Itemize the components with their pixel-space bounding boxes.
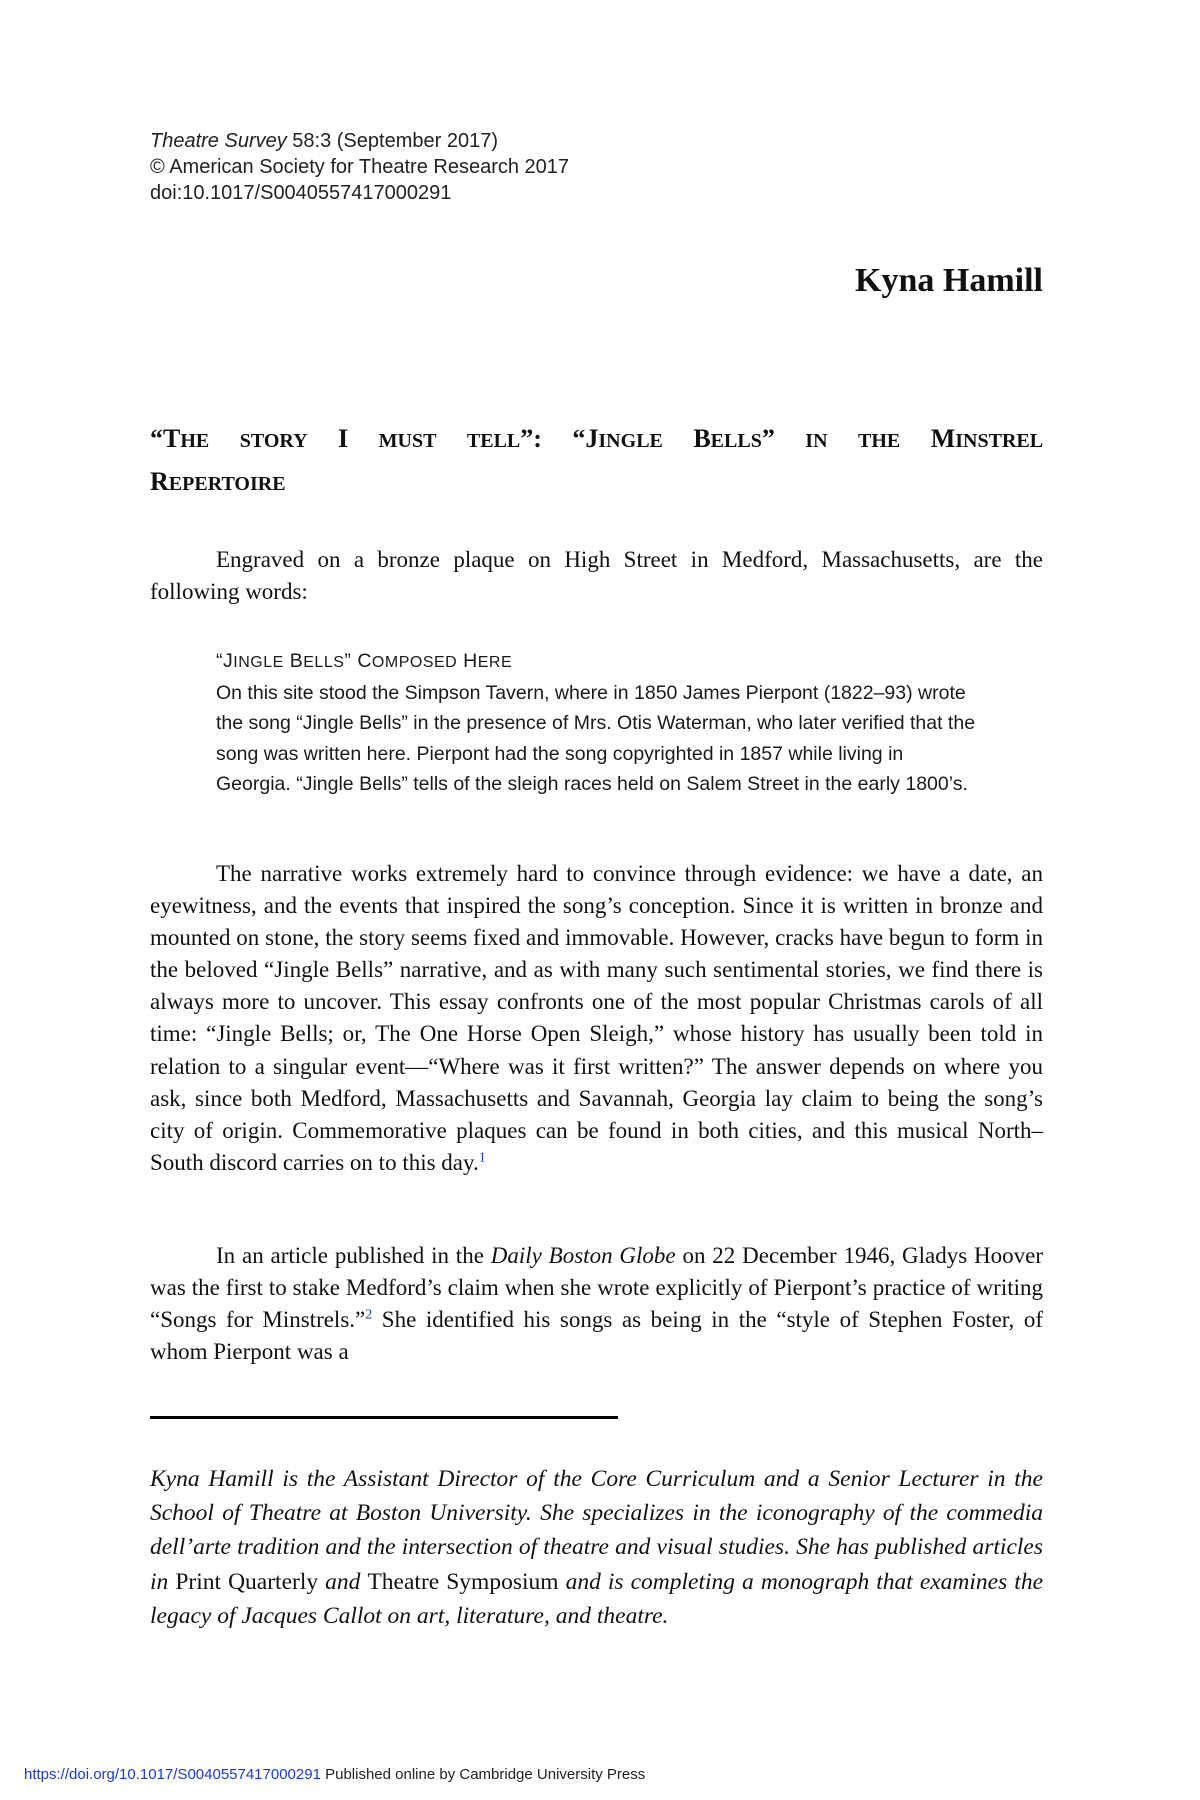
paragraph-3-text <box>150 1240 1043 1368</box>
author-name: Kyna Hamill <box>855 262 1043 299</box>
bio-part-b: and <box>318 1568 368 1595</box>
journal-issue-line <box>150 128 569 154</box>
footnote-ref-1[interactable]: 1 <box>478 1150 486 1166</box>
journal-name: Theatre Survey <box>150 130 287 152</box>
bio-journal-1: Print Quarterly <box>175 1568 319 1595</box>
plaque-heading: “JINGLE BELLS” COMPOSED HERE <box>216 650 513 672</box>
footer-publisher: Published online by Cambridge University Press <box>320 1766 646 1783</box>
plaque-quote <box>216 646 980 799</box>
article-title-line-1: “THE STORY I MUST TELL”: “JINGLE BELLS” IN THE MINSTREL <box>150 424 1044 453</box>
paragraph-3-part-c: She identified his songs as being in the “style of Stephen Foster, of whom Pierpont was a <box>150 1307 1043 1365</box>
paragraph-2-body: The narrative works extremely hard to convince through evidence: we have a date, an eyewitness, and the events that inspired the song’s conception. Since it is written in bronze and mounted on stone, the story seems fixed and immovable. However, cracks have begun to form in the beloved “Jingle Bells” narrative, and as with many such sentimental stories, we find there is always more to uncover. This essay confronts one of the most popular Christmas carols of all time: “Jingle Bells; or, The One Horse Open Sleigh,” whose history has usually been told in relation to a singular event—“Where was it first written?” The answer depends on where you ask, since both Medford, Massachusetts and Savannah, Georgia lay claim to being the song’s city of origin. Commemorative plaques can be found in both cities, and this musical North–South discord carries on to this day. <box>150 861 1043 1175</box>
paragraph-3-part-a: In an article published in the <box>216 1243 491 1268</box>
journal-issue: 58:3 (September 2017) <box>286 130 498 152</box>
paragraph-1-text: Engraved on a bronze plaque on High Street in Medford, Massachusetts, are the following words: <box>150 547 1043 605</box>
bio-part-a: Kyna Hamill is the Assistant Director of the Core Curriculum and a Senior Lecturer in the School of Theatre at Boston University. She specializes in the iconography of the commedia dell’arte tradition and the intersection of theatre and visual studies. She has published articles in <box>150 1466 1043 1595</box>
bio-journal-2: Theatre Symposium <box>367 1568 559 1595</box>
footnote-separator <box>150 1416 618 1419</box>
paragraph-3 <box>150 1240 1043 1368</box>
journal-copyright: © American Society for Theatre Research 2017 <box>150 156 570 178</box>
paragraph-3-part-b: on 22 December 1946, Gladys Hoover was the first to stake Medford’s claim when she wrote explicitly of Pierpont’s practice of writing “Songs for Minstrels.” <box>150 1243 1043 1333</box>
article-title-line-2: REPERTOIRE <box>150 467 286 496</box>
author-bio <box>150 1462 1043 1633</box>
paragraph-2 <box>150 858 1043 1179</box>
journal-reference <box>150 128 569 206</box>
footnote-ref-2[interactable]: 2 <box>365 1307 373 1323</box>
newspaper-title: Daily Boston Globe <box>490 1243 676 1268</box>
paragraph-2-text <box>150 858 1043 1179</box>
plaque-text: On this site stood the Simpson Tavern, where in 1850 James Pierpont (1822–93) wrote the song “Jingle Bells” in the presence of Mrs. Otis Waterman, who later verified that the song was written here. Pierpont had the song copyrighted in 1857 while living in Georgia. “Jingle Bells” tells of the sleigh races held on Salem Street in the early 1800’s. <box>216 682 976 795</box>
doi-link[interactable]: https://doi.org/10.1017/S0040557417000291 <box>24 1766 321 1783</box>
journal-doi: doi:10.1017/S0040557417000291 <box>150 182 452 204</box>
bio-part-c: and is completing a monograph that examines the legacy of Jacques Callot on art, literature, and theatre. <box>150 1568 1044 1629</box>
paragraph-1 <box>150 544 1043 608</box>
page-footer <box>24 1766 645 1783</box>
